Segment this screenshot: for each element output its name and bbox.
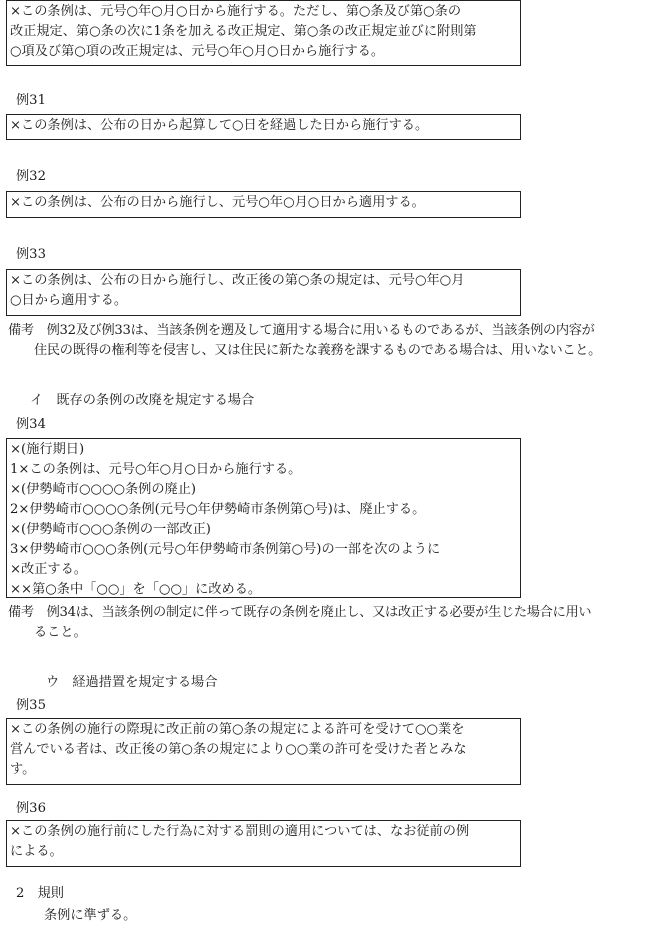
box-line: ×この条例は、元号○年○月○日から施行する。ただし、第○条及び第○条の (10, 4, 462, 19)
remark-line: 備考 例32及び例33は、当該条例を遡及して適用する場合に用いるものであるが、当該条例の内容が (8, 323, 595, 338)
example-31-label: 例31 (16, 93, 46, 108)
section-heading-i: イ 既存の条例の改廃を規定する場合 (30, 393, 255, 408)
section-heading-rules: 2 規則 (16, 886, 64, 901)
box-line: ××第○条中「○○」を「○○」に改める。 (10, 582, 262, 597)
box-line: による。 (10, 844, 63, 859)
remark-line: ること。 (34, 625, 87, 640)
box-line: ×この条例は、公布の日から施行し、改正後の第○条の規定は、元号○年○月 (10, 273, 465, 288)
box-line: ×この条例の施行の際現に改正前の第○条の規定による許可を受けて○○業を (10, 722, 465, 737)
box-line: 2×伊勢崎市○○○○条例(元号○年伊勢崎市条例第○号)は、廃止する。 (10, 502, 426, 517)
box-line: ×(伊勢崎市○○○○条例の廃止) (10, 482, 197, 497)
section-heading-u: ウ 経過措置を規定する場合 (46, 675, 218, 690)
box-line: ×この条例の施行前にした行為に対する罰則の適用については、なお従前の例 (10, 824, 470, 839)
box-line: ×この条例は、公布の日から起算して○日を経過した日から施行する。 (10, 118, 429, 133)
example-36-box (6, 820, 521, 867)
remark-line: 備考 例34は、当該条例の制定に伴って既存の条例を廃止し、又は改正する必要が生じた場合に用い (8, 605, 592, 620)
remark-examples-32-33 (8, 321, 668, 361)
remark-example-34 (8, 603, 668, 643)
box-line: 3×伊勢崎市○○○条例(元号○年伊勢崎市条例第○号)の一部を次のように (10, 542, 441, 557)
box-line: す。 (10, 762, 36, 777)
example-34-box (6, 438, 521, 598)
example-32-box (6, 191, 521, 218)
box-line: 1×この条例は、元号○年○月○日から施行する。 (10, 462, 302, 477)
example-36-label: 例36 (16, 801, 46, 816)
example-34-label: 例34 (16, 417, 46, 432)
section-rules-body: 条例に準ずる。 (44, 908, 137, 923)
example-32-label: 例32 (16, 169, 46, 184)
top-example-box (6, 0, 521, 66)
box-line: ×この条例は、公布の日から施行し、元号○年○月○日から適用する。 (10, 195, 425, 210)
box-line: 改正規定、第○条の次に1条を加える改正規定、第○条の改正規定並びに附則第 (10, 24, 477, 39)
box-line: ○日から適用する。 (10, 293, 128, 308)
example-35-box (6, 718, 521, 785)
example-33-label: 例33 (16, 247, 46, 262)
box-line: ○項及び第○項の改正規定は、元号○年○月○日から施行する。 (10, 44, 385, 59)
box-line: ×(伊勢崎市○○○条例の一部改正) (10, 522, 211, 537)
box-line: 営んでいる者は、改正後の第○条の規定により○○業の許可を受けた者とみな (10, 742, 467, 757)
example-31-box (6, 114, 521, 140)
remark-line: 住民の既得の権利等を侵害し、又は住民に新たな義務を課するものである場合は、用いないこと。 (34, 343, 602, 358)
example-35-label: 例35 (16, 698, 46, 713)
example-33-box (6, 269, 521, 316)
box-line: ×(施行期日) (10, 442, 85, 457)
box-line: ×改正する。 (10, 562, 87, 577)
